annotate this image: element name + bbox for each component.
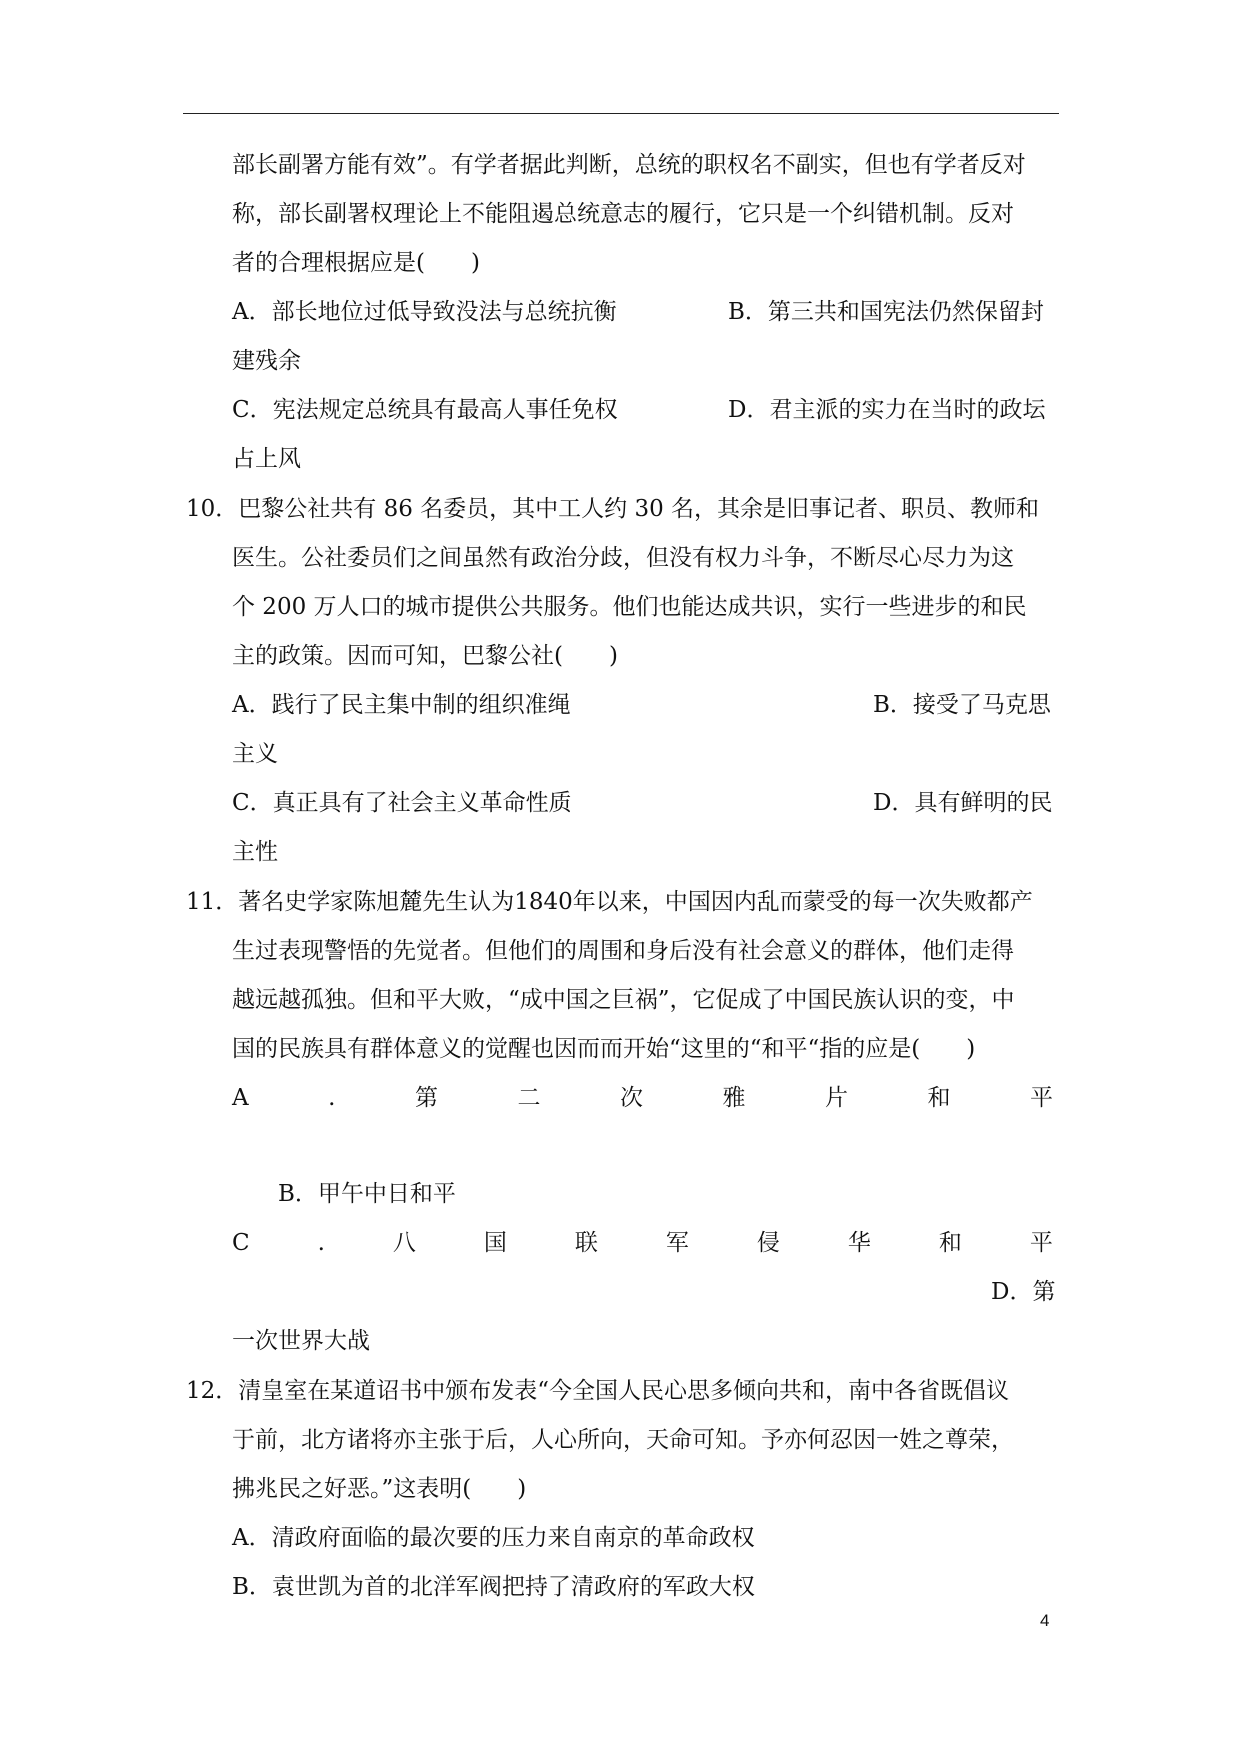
q11-option-c-char: 国 [483, 1230, 507, 1256]
q11-option-a-char: 和 [927, 1085, 951, 1111]
q12-line-2: 于前，北方诸将亦主张于后，人心所向，天命可知。予亦何忍因一姓之尊荣， [232, 1427, 1014, 1453]
q11-option-a-char: 平 [1029, 1085, 1053, 1111]
q12-option-a: A．清政府面临的最次要的压力来自南京的革命政权 [232, 1525, 755, 1551]
q11-option-b: B．甲午中日和平 [278, 1181, 456, 1207]
q9-line-2: 称，部长副署权理论上不能阻遏总统意志的履行，它只是一个纠错机制。反对 [232, 201, 1014, 227]
q11-option-d-continued: 一次世界大战 [232, 1328, 370, 1354]
q11-option-a-char: 雅 [722, 1085, 746, 1111]
q11-option-c-char: 华 [847, 1230, 871, 1256]
q9-line-1: 部长副署方能有效”。有学者据此判断，总统的职权名不副实，但也有学者反对 [232, 152, 1026, 178]
q11-option-a-char: 第 [414, 1085, 438, 1111]
q10-line-1: 10．巴黎公社共有 86 名委员，其中工人约 30 名，其余是旧事记者、职员、教师和 [186, 496, 1040, 522]
q11-option-a [232, 1083, 1053, 1113]
q11-option-a-char: . [328, 1085, 336, 1111]
q10-option-d: D．具有鲜明的民 [873, 790, 1053, 816]
q9-option-a: A．部长地位过低导致没法与总统抗衡 [232, 299, 617, 325]
q10-option-d-continued: 主性 [232, 839, 278, 865]
q11-option-d: D．第 [991, 1279, 1056, 1305]
q10-option-a: A．践行了民主集中制的组织准绳 [232, 692, 571, 718]
q11-option-a-char: 二 [517, 1085, 541, 1111]
q12-line-1: 12．清皇室在某道诏书中颁布发表“今全国人民心思多倾向共和，南中各省既倡议 [186, 1378, 1010, 1404]
q10-option-b-continued: 主义 [232, 741, 278, 767]
q11-option-c-char: 八 [392, 1230, 416, 1256]
q11-option-c-char: 军 [665, 1230, 689, 1256]
q9-option-b-continued: 建残余 [232, 348, 301, 374]
q11-option-c-char: C [232, 1230, 250, 1256]
q11-option-c-char: 平 [1029, 1230, 1053, 1256]
q10-option-b: B．接受了马克思 [873, 692, 1051, 718]
q10-line-3: 个 200 万人口的城市提供公共服务。他们也能达成共识，实行一些进步的和民 [232, 594, 1027, 620]
q10-line-4: 主的政策。因而可知，巴黎公社( ) [232, 643, 618, 669]
q11-option-a-char: 次 [619, 1085, 643, 1111]
q11-line-2: 生过表现警悟的先觉者。但他们的周围和身后没有社会意义的群体，他们走得 [232, 938, 1014, 964]
q12-option-b: B．袁世凯为首的北洋军阀把持了清政府的军政大权 [232, 1574, 755, 1600]
q12-line-3: 拂兆民之好恶。”这表明( ) [232, 1476, 527, 1502]
q11-option-c-char: 联 [574, 1230, 598, 1256]
q9-option-c: C．宪法规定总统具有最高人事任免权 [232, 397, 618, 423]
q10-option-c: C．真正具有了社会主义革命性质 [232, 790, 572, 816]
q11-line-3: 越远越孤独。但和平大败，“成中国之巨祸”，它促成了中国民族认识的变，中 [232, 987, 1015, 1013]
page-number: 4 [1040, 1611, 1050, 1630]
q11-option-c-char: 和 [938, 1230, 962, 1256]
q11-option-a-char: A [232, 1085, 249, 1111]
q9-option-b: B．第三共和国宪法仍然保留封 [728, 299, 1044, 325]
q9-option-d-continued: 占上风 [232, 446, 301, 472]
q10-line-2: 医生。公社委员们之间虽然有政治分歧，但没有权力斗争，不断尽心尽力为这 [232, 545, 1014, 571]
q11-option-c [232, 1228, 1053, 1258]
q9-line-3: 者的合理根据应是( ) [232, 250, 480, 276]
q11-option-c-char: . [317, 1230, 325, 1256]
header-rule [183, 113, 1059, 114]
q11-line-1: 11．著名史学家陈旭麓先生认为1840年以来，中国因内乱而蒙受的每一次失败都产 [186, 889, 1033, 915]
q11-option-c-char: 侵 [756, 1230, 780, 1256]
q11-line-4: 国的民族具有群体意义的觉醒也因而而开始“这里的“和平“指的应是( ) [232, 1036, 976, 1062]
q9-option-d: D．君主派的实力在当时的政坛 [728, 397, 1046, 423]
q11-option-a-char: 片 [824, 1085, 848, 1111]
